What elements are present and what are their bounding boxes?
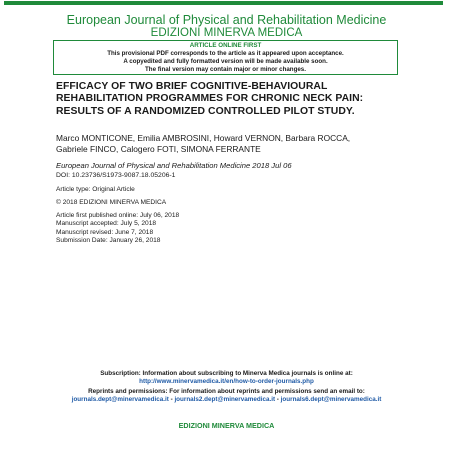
date-first-published: Article first published online: July 06, 2018 [56, 212, 180, 219]
email-journals6-dept[interactable]: journals6.dept@minervamedica.it [280, 396, 382, 404]
permissions-info [0, 388, 453, 405]
journal-publisher: EDIZIONI MINERVA MEDICA [150, 27, 303, 39]
online-first-notice [53, 40, 398, 75]
subscription-info [0, 370, 453, 387]
article-type: Article type: Original Article [56, 186, 135, 193]
permissions-emails [0, 396, 453, 404]
article-title: EFFICACY OF TWO BRIEF COGNITIVE-BEHAVIOURAL REHABILITATION PROGRAMMES FOR CHRONIC NECK PAIN: RESULTS OF A RANDOMIZED CONTROLLED PILOT STUDY. [56, 81, 364, 117]
date-revised: Manuscript revised: June 7, 2018 [56, 228, 154, 236]
date-accepted: Manuscript accepted: July 5, 2018 [56, 220, 157, 228]
footer-publisher: EDIZIONI MINERVA MEDICA [178, 421, 275, 430]
citation-source: European Journal of Physical and Rehabilitation Medicine 2018 Jul 06 [56, 161, 292, 170]
copyright-notice: © 2018 EDIZIONI MINERVA MEDICA [56, 199, 167, 206]
date-submitted: Submission Date: January 26, 2018 [56, 236, 161, 244]
article-authors [56, 133, 406, 155]
article-citation [56, 161, 406, 180]
email-journals2-dept[interactable]: journals2.dept@minervamedica.it [174, 396, 276, 404]
notice-line-2: A copyedited and fully formatted version will be made available soon. [123, 58, 328, 66]
email-separator: - [168, 396, 175, 404]
journal-title: European Journal of Physical and Rehabilitation Medicine [66, 13, 387, 27]
subscription-text: Subscription: Information about subscribing to Minerva Medica journals is online at: [100, 370, 353, 377]
permissions-text: Reprints and permissions: For information about reprints and permissions send an email to: [88, 388, 365, 395]
authors-line-2: Gabriele FINCO, Calogero FOTI, SIMONA FERRANTE [56, 144, 261, 154]
notice-line-3: The final version may contain major or minor changes. [145, 66, 306, 74]
article-dates [56, 212, 406, 245]
subscription-link[interactable]: http://www.minervamedica.it/en/how-to-order-journals.php [139, 378, 314, 386]
notice-heading: ARTICLE ONLINE FIRST [189, 42, 262, 49]
notice-line-1: This provisional PDF corresponds to the article as it appeared upon acceptance. [107, 50, 344, 58]
authors-line-1: Marco MONTICONE, Emilia AMBROSINI, Howard VERNON, Barbara ROCCA, [56, 133, 351, 143]
header-accent-bar [4, 1, 443, 5]
article-doi: DOI: 10.23736/S1973-9087.18.05206-1 [56, 172, 176, 179]
email-separator: - [275, 396, 281, 404]
email-journals-dept[interactable]: journals.dept@minervamedica.it [71, 396, 169, 404]
